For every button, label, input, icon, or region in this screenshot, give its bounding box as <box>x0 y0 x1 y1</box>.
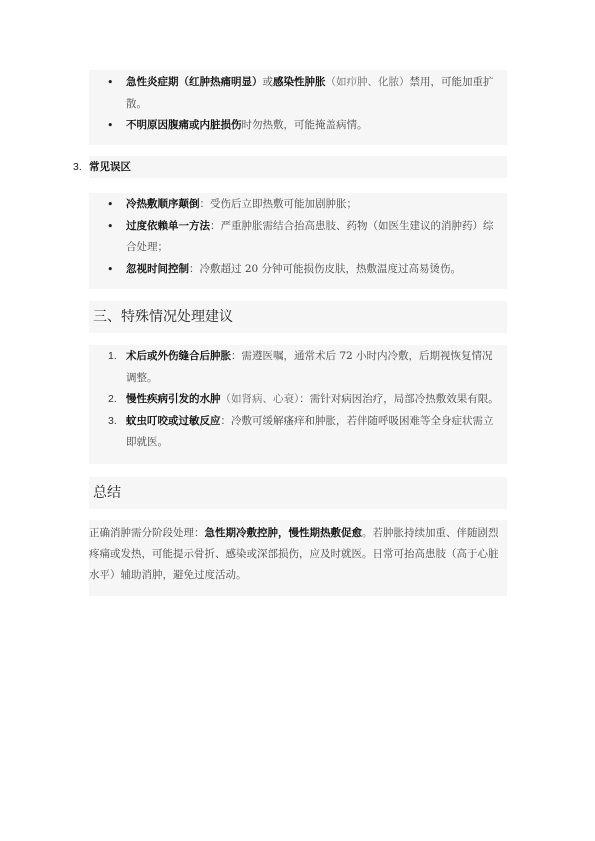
item-number: 1. <box>108 350 117 362</box>
contraindication-list <box>89 72 507 137</box>
list-item <box>89 346 503 389</box>
item-bold: 过度依赖单一方法 <box>126 219 210 232</box>
item-bold: 感染性肿胀 <box>273 76 326 88</box>
section-title: 常见误区 <box>89 161 131 173</box>
item-number: 3. <box>108 414 117 427</box>
item-bold: 忽视时间控制 <box>126 262 189 275</box>
section-heading <box>89 156 507 178</box>
item-text: 或 <box>262 76 273 88</box>
item-bold: 蚊虫叮咬或过敏反应 <box>126 414 221 427</box>
item-bold: 冷热敷顺序颠倒 <box>126 198 200 210</box>
item-text: ：冷敷可缓解瘙痒和肿胀，若伴随呼吸困难等全身症状需立即就医。 <box>126 414 494 448</box>
item-text: 禁用，可能加重扩散。 <box>126 76 494 110</box>
list-item <box>89 259 503 281</box>
summary-paragraph <box>89 523 507 586</box>
heading-text: 三、特殊情况处理建议 <box>93 309 233 325</box>
item-number: 2. <box>108 393 117 405</box>
misconceptions-block <box>89 193 507 289</box>
item-note: （如疖肿、化脓） <box>325 76 410 88</box>
heading-text: 总结 <box>93 485 121 501</box>
misconceptions-list <box>89 194 507 280</box>
item-text: ：冷敷超过 20 分钟可能损伤皮肤，热敷温度过高易烫伤。 <box>189 262 462 275</box>
list-item <box>89 216 503 259</box>
item-bold: 不明原因腹痛或内脏损伤 <box>126 119 242 131</box>
item-note: （如肾病、心衰） <box>220 393 300 405</box>
special-cases-list <box>89 346 507 454</box>
special-cases-heading <box>89 301 507 333</box>
item-text: ：严重肿胀需结合抬高患肢、药物（如医生建议的消肿药）综合处理； <box>126 219 494 253</box>
item-text: ：需遵医嘱，通常术后 72 小时内冷敷，后期视恢复情况调整。 <box>126 350 493 384</box>
list-item <box>89 194 503 216</box>
summary-heading <box>89 477 507 509</box>
list-item <box>89 411 503 454</box>
list-item <box>89 115 497 137</box>
contraindication-list-block <box>89 70 507 145</box>
item-text: ：受伤后立即热敷可能加剧肿胀； <box>199 198 357 210</box>
item-bold: 慢性疾病引发的水肿 <box>126 393 221 405</box>
item-bold: 急性炎症期（红肿热痛明显） <box>126 76 263 88</box>
summary-block <box>89 520 507 596</box>
section-number: 3. <box>73 161 82 173</box>
item-text: 时勿热敷，可能掩盖病情。 <box>241 119 368 131</box>
summary-bold: 急性期冷敷控肿，慢性期热敷促愈 <box>204 527 362 539</box>
item-bold: 术后或外伤缝合后肿胀 <box>126 350 231 362</box>
special-cases-block <box>89 345 507 464</box>
summary-lead: 正确消肿需分阶段处理： <box>89 527 205 539</box>
list-item <box>89 72 497 115</box>
list-item <box>89 389 503 411</box>
summary-text: 。若肿胀持续加重、伴随剧烈疼痛或发热，可能提示骨折、感染或深部损伤，应及时就医。日常可抬高患肢（高于心脏水平）辅助消肿，避免过度活动。 <box>89 527 499 581</box>
item-text: ：需针对病因治疗，局部冷热敷效果有限。 <box>299 393 499 405</box>
